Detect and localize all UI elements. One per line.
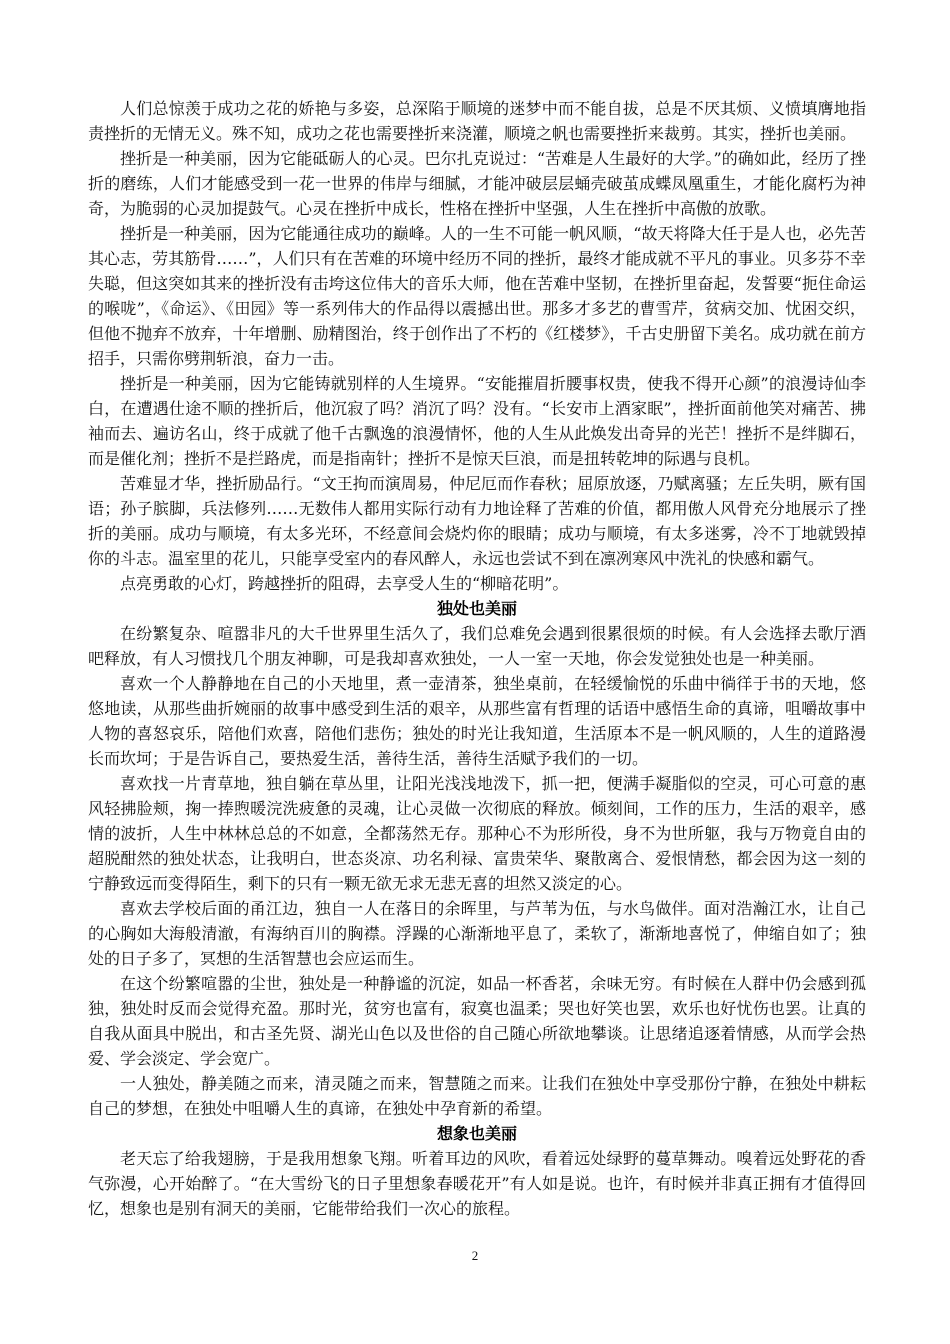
paragraph: 挫折是一种美丽，因为它能铸就别样的人生境界。“安能摧眉折腰事权贵，使我不得开心颜”的浪漫诗仙李白，在遭遇仕途不顺的挫折后，他沉寂了吗？消沉了吗？没有。“长安市上酒家眠”，挫折面前他笑对痛苦、拂袖而去、遍访名山，终于成就了他千古飘逸的浪漫情怀，他的人生从此焕发出奇异的光芒！挫折不是绊脚石，而是催化剂；挫折不是拦路虎，而是指南针；挫折不是惊天巨浪，而是扭转乾坤的际遇与良机。	[88, 374, 866, 468]
essay-solitude	[88, 596, 866, 1121]
essay-imagination	[88, 1121, 866, 1221]
paragraph: 挫折是一种美丽，因为它能砥砺人的心灵。巴尔扎克说过：“苦难是人生最好的大学。”的确如此，经历了挫折的磨练，人们才能感受到一花一世界的伟岸与细腻，才能冲破层层蛹壳破茧成蝶凤凰重生，才能化腐朽为神奇，为脆弱的心灵加提鼓气。心灵在挫折中成长，性格在挫折中坚强，人生在挫折中高傲的放歌。	[88, 149, 866, 218]
paragraph: 点亮勇敢的心灯，跨越挫折的阻碍，去享受人生的“柳暗花明”。	[120, 574, 569, 593]
paragraph: 喜欢去学校后面的甬江边，独自一人在落日的余晖里，与芦苇为伍，与水鸟做伴。面对浩瀚江水，让自己的心胸如大海般清澈，有海纳百川的胸襟。浮躁的心渐渐地平息了，柔软了，渐渐地喜悦了，伸缩自如了；独处的日子多了，冥想的生活智慧也会应运而生。	[88, 899, 866, 968]
paragraph: 挫折是一种美丽，因为它能通往成功的巅峰。人的一生不可能一帆风顺，“故天将降大任于是人也，必先苦其心志，劳其筋骨……”，人们只有在苦难的环境中经历不同的挫折，最终才能成就不平凡的事业。贝多芬不幸失聪，但这突如其来的挫折没有击垮这位伟大的音乐大师，他在苦难中坚韧，在挫折里奋起，发誓要“扼住命运的喉咙”，《命运》、《田园》等一系列伟大的作品得以震撼出世。那多才多艺的曹雪芹，贫病交加、忧困交织，但他不抛弃不放弃，十年增删、励精图治，终于创作出了不朽的《红楼梦》，千古史册留下美名。成功就在前方招手，只需你劈荆斩浪，奋力一击。	[88, 224, 866, 368]
document-body	[88, 96, 866, 1221]
paragraph: 喜欢找一片青草地，独自躺在草丛里，让阳光浅浅地泼下，抓一把，便满手凝脂似的空灵，可心可意的惠风轻拂脸颊，掬一捧煦暖浣洗疲惫的灵魂，让心灵做一次彻底的释放。倾刻间，工作的压力，生活的艰辛，感情的波折，人生中林林总总的不如意，全都荡然无存。那种心不为形所役，身不为世所躯，我与万物竟自由的超脱酣然的独处状态，让我明白，世态炎凉、功名利禄、富贵荣华、聚散离合、爱恨情愁，都会因为这一刻的宁静致远而变得陌生，剩下的只有一颗无欲无求无悲无喜的坦然又淡定的心。	[88, 774, 866, 893]
paragraph: 在纷繁复杂、喧嚣非凡的大千世界里生活久了，我们总难免会遇到很累很烦的时候。有人会选择去歌厅酒吧释放，有人习惯找几个朋友神聊，可是我却喜欢独处，一人一室一天地，你会发觉独处也是一种美丽。	[88, 624, 866, 668]
essay-frustration	[88, 96, 866, 596]
section-heading: 独处也美丽	[436, 599, 517, 618]
page-number: 2	[471, 1248, 479, 1263]
paragraph: 苦难显才华，挫折励品行。“文王拘而演周易，仲尼厄而作春秋；屈原放逐，乃赋离骚；左丘失明，厥有国语；孙子膑脚，兵法修列……无数伟人都用实际行动有力地诠释了苦难的价值，都用傲人风骨充分地展示了挫折的美丽。成功与顺境，有太多光环，不经意间会烧灼你的眼睛；成功与顺境，有太多迷雾，冷不丁地就毁掉你的斗志。温室里的花儿，只能享受室内的春风醉人，永远也尝试不到在凛冽寒风中洗礼的快感和霸气。	[88, 474, 866, 568]
paragraph: 一人独处，静美随之而来，清灵随之而来，智慧随之而来。让我们在独处中享受那份宁静，在独处中耕耘自己的梦想，在独处中咀嚼人生的真谛，在独处中孕育新的希望。	[88, 1074, 866, 1118]
paragraph: 老天忘了给我翅膀，于是我用想象飞翔。听着耳边的风吹，看着远处绿野的蔓草舞动。嗅着远处野花的香气弥漫，心开始醉了。“在大雪纷飞的日子里想象春暖花开”有人如是说。也许，有时候并非真正拥有才值得回忆，想象也是别有洞天的美丽，它能带给我们一次心的旅程。	[88, 1149, 866, 1218]
paragraph: 人们总惊羡于成功之花的娇艳与多姿，总深陷于顺境的迷梦中而不能自拔，总是不厌其烦、义愤填膺地指责挫折的无情无义。殊不知，成功之花也需要挫折来浇灌，顺境之帆也需要挫折来裁剪。其实，挫折也美丽。	[88, 99, 866, 143]
paragraph: 在这个纷繁喧嚣的尘世，独处是一种静谧的沉淀，如品一杯香茗，余味无穷。有时候在人群中仍会感到孤独，独处时反而会觉得充盈。那时光，贫穷也富有，寂寞也温柔；哭也好笑也罢，欢乐也好忧伤也罢。让真的自我从面具中脱出，和古圣先贤、湖光山色以及世俗的自己随心所欲地攀谈。让思绪追逐着情感，从而学会热爱、学会淡定、学会宽广。	[88, 974, 866, 1068]
paragraph: 喜欢一个人静静地在自己的小天地里，煮一壶清茶，独坐桌前，在轻缓愉悦的乐曲中徜徉于书的天地，悠悠地读，从那些曲折婉丽的故事中感受到生活的艰辛，从那些富有哲理的话语中感悟生命的真谛，咀嚼故事中人物的喜怒哀乐，陪他们欢喜，陪他们悲伤；独处的时光让我知道，生活原本不是一帆风顺的，人生的道路漫长而坎坷；于是告诉自己，要热爱生活，善待生活，善待生活赋予我们的一切。	[88, 674, 866, 768]
section-heading: 想象也美丽	[436, 1124, 517, 1143]
